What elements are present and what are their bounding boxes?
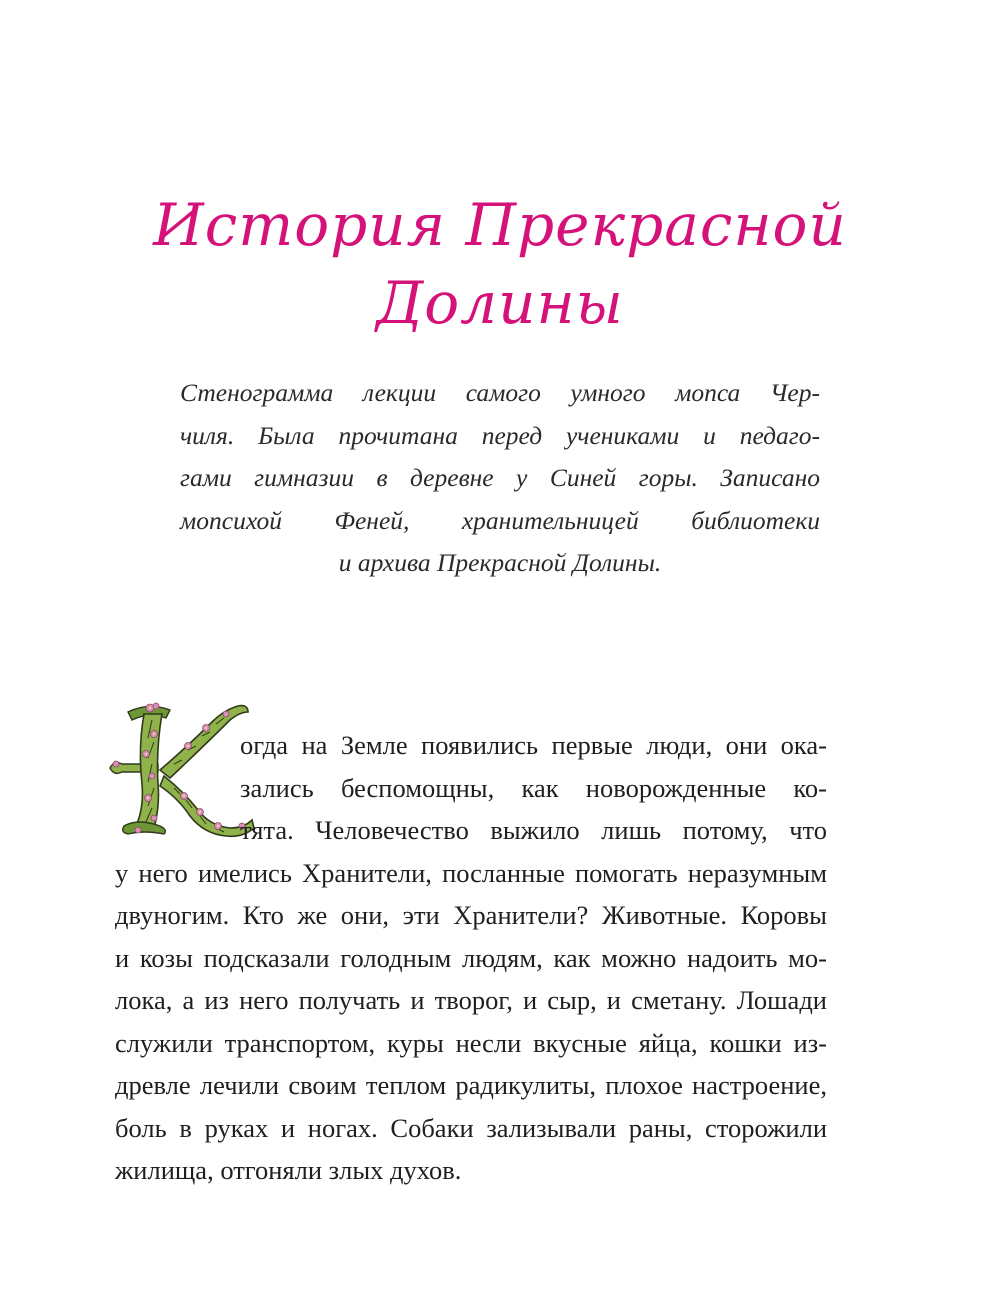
intro-line: Стенограмма лекции самого умного мопса Чер-	[180, 378, 820, 407]
chapter-title	[100, 186, 900, 342]
intro-line: гами гимназии в деревне у Синей горы. Записано	[180, 463, 820, 492]
body-line: у него имелись Хранители, посланные помогать неразумным	[115, 857, 827, 888]
intro-line: чиля. Была прочитана перед учениками и педаго-	[180, 420, 820, 450]
body-line: жилища, отгоняли злых духов.	[115, 1155, 462, 1185]
chapter-title-line-2: Долины	[376, 269, 624, 337]
body-line: зались беспомощны, как новорожденные ко-	[240, 772, 827, 803]
chapter-title-line-1: История Прекрасной	[153, 191, 847, 259]
body-line: тята. Человечество выжило лишь потому, что	[240, 815, 827, 845]
body-line: огда на Земле появились первые люди, они ока-	[240, 730, 827, 760]
intro-line: мопсихой Феней, хранительницей библиотеки	[180, 505, 820, 535]
body-line: и козы подсказали голодным людям, как можно надоить мо-	[115, 942, 827, 973]
body-line: боль в руках и ногах. Собаки зализывали раны, сторожили	[115, 1112, 827, 1143]
drop-cap-letter: К	[108, 698, 109, 699]
body-paragraph	[115, 724, 827, 1192]
body-line: двуногим. Кто же они, эти Хранители? Животные. Коровы	[115, 900, 827, 930]
body-line: древле лечили своим теплом радикулиты, плохое настроение,	[115, 1070, 827, 1100]
body-line: лока, а из него получать и творог, и сыр, и сметану. Лошади	[115, 985, 827, 1015]
intro-paragraph	[180, 372, 820, 585]
intro-line: и архива Прекрасной Долины.	[338, 548, 662, 577]
body-line: служили транспортом, куры несли вкусные яйца, кошки из-	[115, 1027, 827, 1058]
